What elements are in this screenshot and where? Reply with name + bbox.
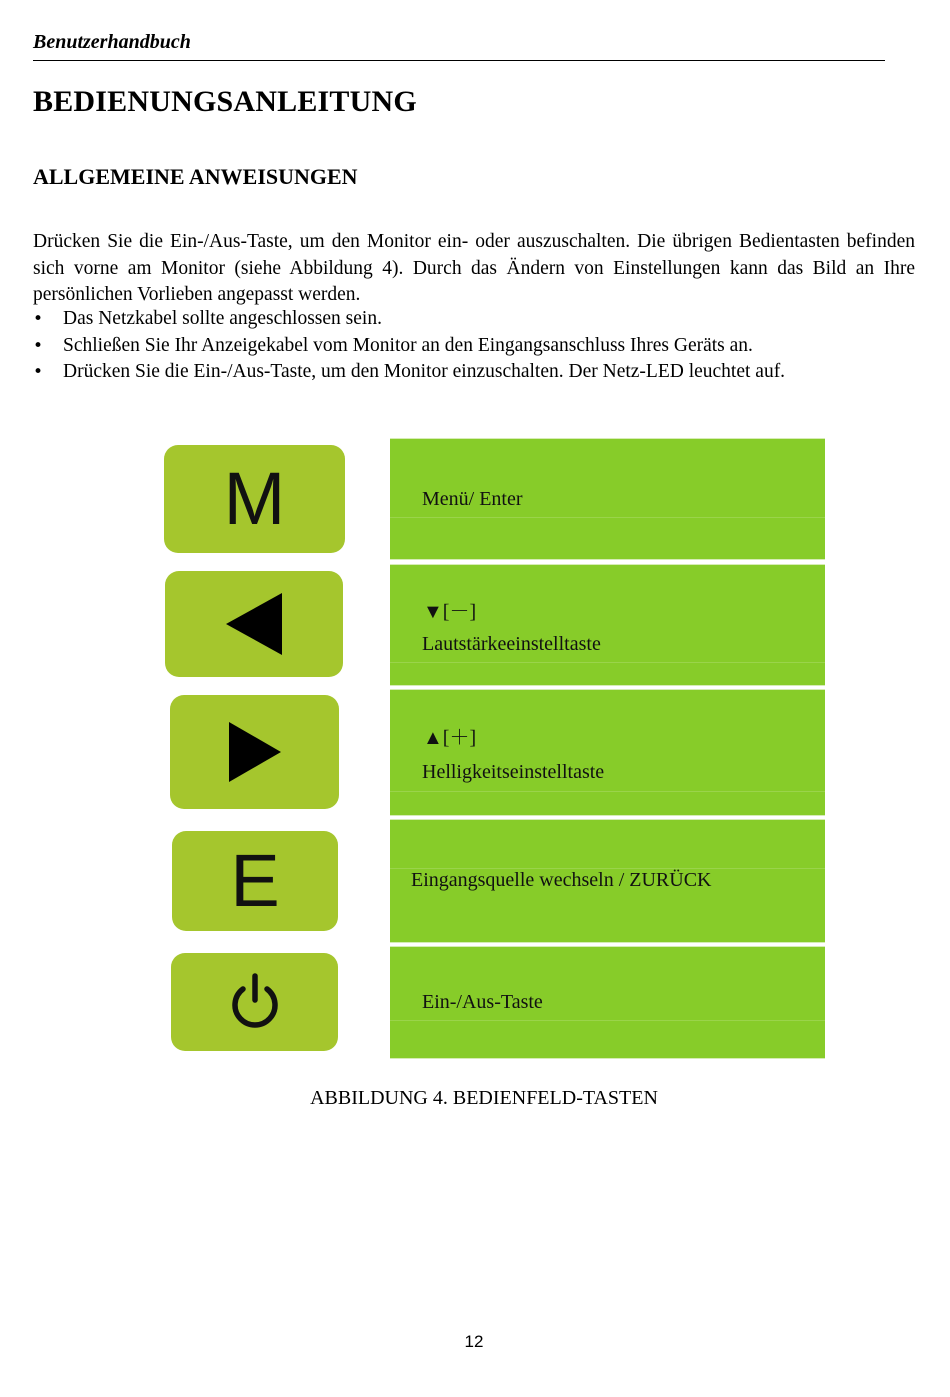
list-item: • Drücken Sie die Ein-/Aus-Taste, um den Monitor einzuschalten. Der Netz-LED leuchtet auf. <box>33 359 915 386</box>
list-item: • Das Netzkabel sollte angeschlossen sein. <box>33 306 915 333</box>
panel-menu <box>390 438 825 560</box>
triangle-right-icon <box>227 720 283 784</box>
key-symbol-e: E <box>230 839 280 922</box>
triangle-left-icon <box>224 591 284 657</box>
bullet-list <box>33 306 915 386</box>
panel-input-label: Eingangsquelle wechseln / ZURÜCK <box>411 869 712 891</box>
panel-volume-symbol: ▼[－] <box>423 601 477 623</box>
page-title: BEDIENUNGSANLEITUNG <box>33 85 417 118</box>
panel-power <box>390 946 825 1059</box>
intro-paragraph: Drücken Sie die Ein-/Aus-Taste, um den Monitor ein- oder auszuschalten. Die übrigen Bedientasten befinden sich vorne am Monitor (siehe Abbildung 4). Durch das Ändern von Einstellungen kann das Bild an Ihre persönlichen Vorlieben angepasst werden. <box>33 231 915 305</box>
panel-brightness-symbol: ▲[＋] <box>423 727 477 749</box>
key-symbol-m: M <box>223 457 286 540</box>
power-key <box>171 953 338 1051</box>
header-rule <box>33 60 885 61</box>
section-title: ALLGEMEINE ANWEISUNGEN <box>33 164 358 189</box>
power-icon <box>228 972 282 1032</box>
panel-brightness-label: Helligkeitseinstelltaste <box>422 761 605 783</box>
panel-power-label: Ein-/Aus-Taste <box>422 991 543 1013</box>
panel-volume <box>390 564 825 686</box>
brightness-key <box>170 695 339 809</box>
menu-key <box>164 445 345 553</box>
figure-caption: ABBILDUNG 4. BEDIENFELD-TASTEN <box>310 1087 658 1109</box>
panel-volume-label: Lautstärkeeinstelltaste <box>422 633 601 655</box>
list-item: • Schließen Sie Ihr Anzeigekabel vom Monitor an den Eingangsanschluss Ihres Geräts an. <box>33 333 915 360</box>
running-header: Benutzerhandbuch <box>33 31 191 53</box>
panel-input <box>390 819 825 943</box>
volume-key <box>165 571 343 677</box>
page-number: 12 <box>464 1332 484 1351</box>
input-key <box>172 831 338 931</box>
panel-menu-label: Menü/ Enter <box>422 488 523 510</box>
panel-brightness <box>390 689 825 816</box>
